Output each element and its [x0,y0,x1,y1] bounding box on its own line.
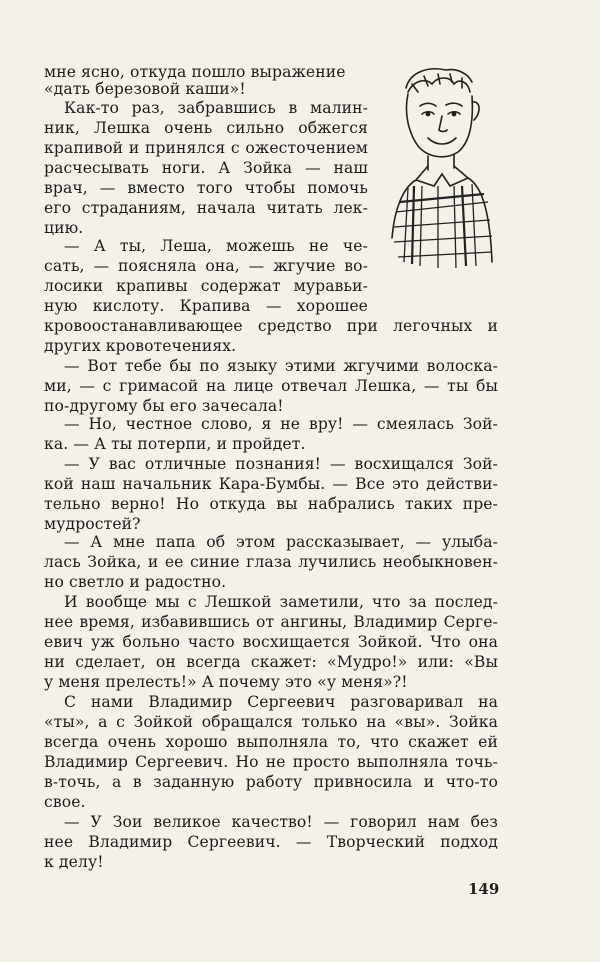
text-line: к делу! [44,853,104,871]
text-line: евич уж больно часто восхищается Зойкой. Что она [44,633,498,651]
text-line: нее время, избавившись от ангины, Владимир Серге- [44,613,498,631]
text-line: — У вас отличные познания! — восхищался Зой- [64,455,498,473]
text-line: расчесывать ноги. А Зойка — наш [44,159,368,177]
text-line: ник, Лешка очень сильно обжегся [44,119,368,137]
text-line: — Но, честное слово, я не вру! — смеялась Зой- [64,415,498,433]
text-line: его страданиям, начала читать лек- [44,199,368,217]
text-line: кровоостанавливающее средство при легочных и [44,317,498,335]
text-line: в-точь, а в заданную работу привносила и что-то [44,773,498,791]
text-line: «ты», а с Зойкой обращался только на «вы». Зойка [44,713,498,731]
text-line: мне ясно, откуда пошло выражение [44,63,346,81]
text-line: врач, — вместо того чтобы помочь [44,179,368,197]
text-line: ную кислоту. Крапива — хорошее [44,297,368,315]
text-line: по-другому бы его зачесала! [44,397,284,415]
text-line: у меня прелесть!» А почему это «у меня»?! [44,673,408,691]
text-line: цию. [44,219,84,237]
text-line: нее Владимир Сергеевич. — Творческий подход [44,833,498,851]
text-line: — А ты, Леша, можешь не че- [64,237,368,255]
text-line: тельно верно! Но откуда вы набрались таких пре- [44,495,498,513]
page-number: 149 [468,880,500,898]
text-line: Владимир Сергеевич. Но не просто выполняла точь- [44,753,498,771]
text-line: ми, — с гримасой на лице отвечал Лешка, — ты бы [44,377,498,395]
text-line: но светло и радостно. [44,573,227,591]
boy-portrait-illustration [388,62,496,270]
text-line: ни сделает, он всегда скажет: «Мудро!» или: «Вы [44,653,498,671]
text-line: всегда очень хорошо выполняла то, что скажет ей [44,733,498,751]
text-line: «дать березовой каши»! [44,80,246,98]
text-line: Как-то раз, забравшись в малин- [64,99,368,117]
text-line: свое. [44,793,86,811]
text-line: С нами Владимир Сергеевич разговаривал на [64,693,498,711]
text-line: лась Зойка, и ее синие глаза лучились необыкновен- [44,553,498,571]
text-line: — Вот тебе бы по языку этими жгучими волоска- [64,357,498,375]
text-line: — А мне папа об этом рассказывает, — улыба- [64,533,498,551]
text-line: мудростей? [44,515,141,533]
text-line: лосики крапивы содержат муравьи- [44,277,368,295]
text-line: И вообще мы с Лешкой заметили, что за послед- [64,593,498,611]
text-line: ка. — А ты потерпи, и пройдет. [44,435,306,453]
text-line: сать, — поясняла она, — жгучие во- [44,257,368,275]
text-line: крапивой и принялся с ожесточением [44,139,368,157]
text-line: других кровотечениях. [44,337,237,355]
text-line: кой наш начальник Кара-Бумбы. — Все это действи- [44,475,498,493]
text-line: — У Зои великое качество! — говорил нам без [64,813,498,831]
